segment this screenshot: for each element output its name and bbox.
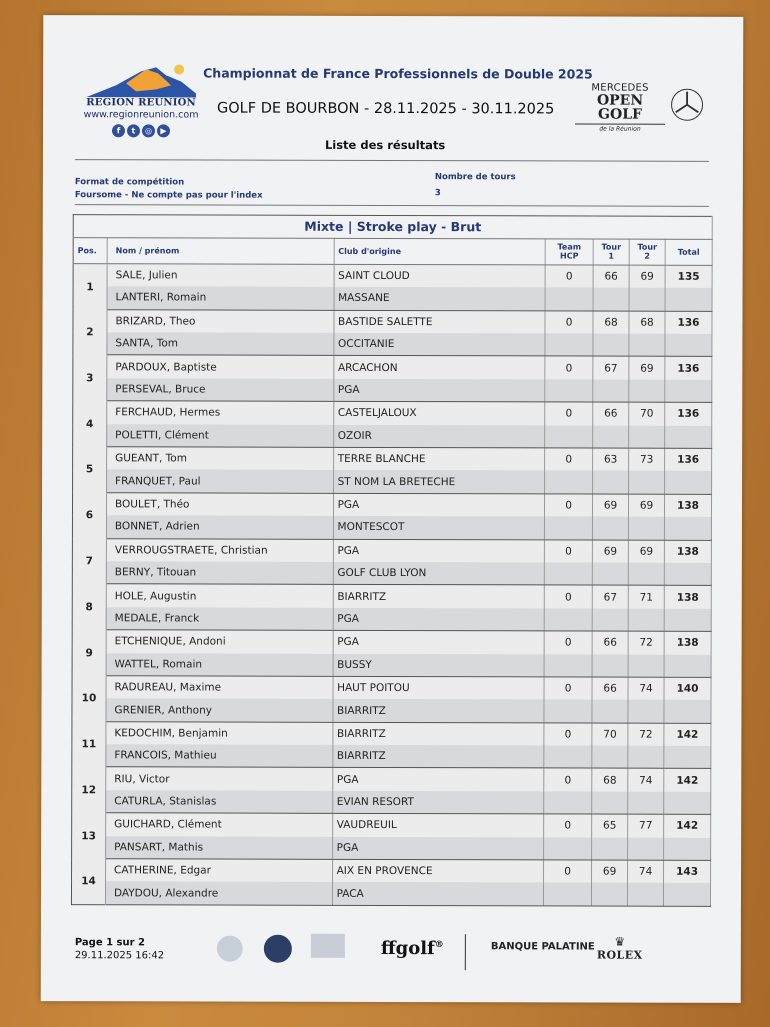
total-score: 138: [664, 494, 711, 517]
team-position: 4: [73, 401, 107, 447]
total-score: 136: [665, 402, 712, 425]
empty-cell: [544, 791, 592, 814]
player1-name: CATHERINE, Edgar: [105, 859, 332, 882]
team-hcp: 0: [544, 860, 592, 883]
team-row: [72, 721, 711, 746]
total-score: 138: [664, 586, 711, 609]
col-round2: Tour 2: [629, 239, 665, 265]
total-score: 142: [664, 814, 711, 837]
player1-club: HAUT POITOU: [333, 676, 545, 699]
page-number: Page 1 sur 2: [74, 937, 146, 949]
round2-score: 72: [628, 631, 664, 654]
player2-name: DAYDOU, Alexandre: [105, 882, 332, 905]
empty-cell: [664, 517, 711, 540]
team-position: 5: [73, 447, 107, 493]
team-hcp: 0: [544, 585, 592, 608]
team-row-partner: [73, 286, 712, 311]
player1-club: PGA: [333, 630, 545, 653]
round2-score: 69: [629, 494, 665, 517]
format-value: Foursome - Ne compte pas pour l'index: [74, 190, 263, 201]
round2-score: 70: [629, 402, 665, 425]
rolex-text: ROLEX: [596, 948, 643, 962]
player1-club: PGA: [333, 539, 545, 562]
team-row: [73, 309, 712, 334]
player1-name: KEDOCHIM, Benjamin: [106, 721, 333, 744]
divider-top: [75, 159, 709, 162]
team-row: [73, 401, 712, 426]
team-row-partner: [72, 653, 711, 678]
player1-club: TERRE BLANCHE: [333, 447, 545, 470]
round2-score: 72: [628, 723, 664, 746]
team-row: [72, 492, 711, 517]
team-row-partner: [72, 607, 711, 632]
mountain-icon: [86, 63, 196, 97]
rolex-logo: [597, 935, 643, 962]
player1-club: BASTIDE SALETTE: [334, 310, 546, 333]
team-row: [72, 630, 711, 655]
round2-score: 71: [628, 585, 664, 608]
player1-name: FERCHAUD, Hermes: [107, 401, 334, 424]
round2-score: 74: [628, 677, 664, 700]
player2-club: PGA: [333, 608, 545, 631]
player2-name: FRANCOIS, Mathieu: [106, 744, 333, 767]
team-row: [72, 538, 711, 563]
empty-cell: [628, 883, 664, 906]
ffgolf-text: ffgolf: [380, 937, 435, 960]
empty-cell: [664, 563, 711, 586]
total-score: 142: [664, 723, 711, 746]
mercedes-open-golf-logo: [575, 82, 665, 132]
player2-club: PACA: [332, 882, 544, 905]
player2-name: FRANQUET, Paul: [107, 470, 334, 493]
empty-cell: [629, 288, 665, 311]
player2-name: WATTEL, Romain: [106, 653, 333, 676]
total-score: 140: [664, 677, 711, 700]
empty-cell: [665, 471, 712, 494]
team-row: [72, 767, 711, 792]
empty-cell: [665, 334, 712, 357]
player1-name: VERROUGSTRAETE, Christian: [106, 538, 333, 561]
round1-score: 68: [593, 311, 629, 334]
player2-name: PERSEVAL, Bruce: [107, 378, 334, 401]
player1-club: ARCACHON: [333, 356, 545, 379]
championship-title: Championnat de France Professionnels de Double 2025: [203, 65, 593, 82]
empty-cell: [545, 288, 593, 311]
team-position: 9: [72, 630, 106, 676]
player2-club: GOLF CLUB LYON: [333, 562, 545, 585]
region-url: www.regionreunion.com: [83, 109, 199, 121]
total-score: 138: [664, 540, 711, 563]
team-row: [72, 584, 711, 609]
results-table: [71, 214, 713, 907]
empty-cell: [592, 700, 628, 723]
empty-cell: [629, 425, 665, 448]
empty-cell: [545, 425, 593, 448]
total-score: 142: [664, 769, 711, 792]
golf-bourbon-logo: [217, 936, 243, 962]
team-row-partner: [71, 882, 710, 907]
empty-cell: [665, 380, 712, 403]
round2-score: 74: [628, 860, 664, 883]
team-position: 13: [72, 813, 106, 859]
team-hcp: 0: [545, 356, 593, 379]
empty-cell: [665, 288, 712, 311]
team-hcp: 0: [544, 631, 592, 654]
round1-score: 67: [593, 356, 629, 379]
format-label: Format de compétition: [74, 177, 185, 188]
empty-cell: [544, 883, 592, 906]
team-hcp: 0: [544, 723, 592, 746]
player1-club: CASTELJALOUX: [333, 402, 545, 425]
round1-score: 66: [593, 402, 629, 425]
col-team-hcp: Team HCP: [545, 239, 593, 265]
empty-cell: [593, 379, 629, 402]
player1-name: ETCHENIQUE, Andoni: [106, 630, 333, 653]
player2-name: LANTERI, Romain: [107, 287, 334, 310]
empty-cell: [628, 700, 664, 723]
empty-cell: [593, 471, 629, 494]
player1-club: PGA: [332, 768, 544, 791]
round2-score: 69: [628, 540, 664, 563]
player1-name: HOLE, Augustin: [106, 584, 333, 607]
player2-name: BONNET, Adrien: [106, 515, 333, 538]
team-position: 2: [73, 309, 107, 355]
empty-cell: [545, 379, 593, 402]
empty-cell: [592, 746, 628, 769]
empty-cell: [628, 608, 664, 631]
empty-cell: [629, 334, 665, 357]
player2-name: POLETTI, Clément: [107, 424, 334, 447]
team-position: 8: [72, 584, 106, 630]
player2-club: MONTESCOT: [333, 516, 545, 539]
category-title: Mixte | Stroke play - Brut: [73, 215, 712, 240]
empty-cell: [664, 746, 711, 769]
team-row: [72, 813, 711, 838]
player2-club: OCCITANIE: [333, 333, 545, 356]
sponsor-line2: OPEN GOLF: [596, 92, 644, 123]
empty-cell: [592, 654, 628, 677]
player1-name: GUEANT, Tom: [107, 447, 334, 470]
player2-name: BERNY, Titouan: [106, 561, 333, 584]
round1-score: 70: [592, 723, 628, 746]
empty-cell: [544, 700, 592, 723]
empty-cell: [628, 517, 664, 540]
team-row-partner: [72, 698, 711, 723]
round1-score: 69: [592, 540, 628, 563]
empty-cell: [544, 608, 592, 631]
round1-score: 63: [593, 448, 629, 471]
team-hcp: 0: [544, 768, 592, 791]
empty-cell: [593, 334, 629, 357]
player1-name: SALE, Julien: [107, 264, 334, 287]
player2-name: MEDALE, Franck: [106, 607, 333, 630]
empty-cell: [544, 654, 592, 677]
sponsor-line3: de la Réunion: [575, 123, 665, 132]
player1-name: BRIZARD, Theo: [107, 309, 334, 332]
round1-score: 66: [592, 631, 628, 654]
round2-score: 69: [629, 265, 665, 288]
player2-name: CATURLA, Stanislas: [106, 790, 333, 813]
team-hcp: 0: [545, 539, 593, 562]
player1-club: BIARRITZ: [332, 722, 544, 745]
empty-cell: [545, 517, 593, 540]
player2-club: PGA: [333, 379, 545, 402]
team-position: 1: [73, 264, 107, 310]
player1-name: RIU, Victor: [106, 767, 333, 790]
team-hcp: 0: [545, 311, 593, 334]
mercedes-star-icon: [671, 89, 703, 121]
player2-club: PGA: [332, 837, 544, 860]
crown-icon: ♛: [614, 934, 626, 949]
empty-cell: [544, 562, 592, 585]
instagram-icon: ◎: [142, 124, 155, 137]
player2-club: BIARRITZ: [333, 699, 545, 722]
empty-cell: [592, 608, 628, 631]
team-row: [72, 676, 711, 701]
banque-palatine-logo: BANQUE PALATINE: [490, 941, 595, 953]
results-body: [71, 264, 712, 907]
empty-cell: [628, 746, 664, 769]
round1-score: 65: [592, 814, 628, 837]
total-score: 136: [665, 448, 712, 471]
social-icons: [81, 124, 201, 137]
total-score: 143: [664, 860, 711, 883]
round2-score: 74: [628, 769, 664, 792]
empty-cell: [592, 883, 628, 906]
empty-cell: [545, 333, 593, 356]
round1-score: 66: [592, 677, 628, 700]
divider-meta: [75, 204, 709, 207]
team-position: 7: [72, 538, 106, 584]
rounds-value: 3: [434, 188, 441, 199]
pga-logo: [264, 935, 292, 963]
video-icon: ▶: [157, 124, 170, 137]
col-pos: Pos.: [73, 238, 107, 264]
team-row: [73, 355, 712, 380]
empty-cell: [664, 700, 711, 723]
round1-score: 69: [592, 860, 628, 883]
round2-score: 68: [629, 311, 665, 334]
empty-cell: [592, 791, 628, 814]
team-position: 6: [72, 492, 106, 538]
empty-cell: [592, 837, 628, 860]
team-row-partner: [72, 790, 711, 815]
total-score: 136: [665, 311, 712, 334]
team-row-partner: [73, 424, 712, 449]
player1-club: AIX EN PROVENCE: [332, 859, 544, 882]
player2-name: GRENIER, Anthony: [106, 699, 333, 722]
team-row-partner: [72, 561, 711, 586]
empty-cell: [592, 562, 628, 585]
player2-club: BIARRITZ: [332, 745, 544, 768]
empty-cell: [664, 792, 711, 815]
team-hcp: 0: [544, 677, 592, 700]
team-position: 12: [72, 767, 106, 813]
round1-score: 67: [592, 585, 628, 608]
player2-club: MASSANE: [334, 287, 546, 310]
round1-score: 69: [593, 494, 629, 517]
team-row-partner: [73, 470, 712, 495]
player2-club: EVIAN RESORT: [332, 791, 544, 814]
player2-club: OZOIR: [333, 424, 545, 447]
player1-name: RADUREAU, Maxime: [106, 676, 333, 699]
team-position: 11: [72, 721, 106, 767]
empty-cell: [664, 837, 711, 860]
empty-cell: [664, 654, 711, 677]
round2-score: 69: [629, 357, 665, 380]
player2-name: PANSART, Mathis: [106, 836, 333, 859]
footer-divider: [465, 934, 466, 970]
player1-name: PARDOUX, Baptiste: [107, 355, 334, 378]
empty-cell: [664, 608, 711, 631]
ffgolf-logo: ffgolf®: [380, 937, 444, 960]
empty-cell: [545, 471, 593, 494]
team-row-partner: [72, 744, 711, 769]
empty-cell: [628, 563, 664, 586]
empty-cell: [629, 471, 665, 494]
empty-cell: [593, 288, 629, 311]
team-row: [73, 447, 712, 472]
empty-cell: [665, 425, 712, 448]
team-row-partner: [73, 332, 712, 357]
results-sheet: [41, 15, 744, 1003]
empty-cell: [628, 837, 664, 860]
player1-club: SAINT CLOUD: [334, 264, 546, 287]
empty-cell: [544, 837, 592, 860]
total-score: 135: [665, 265, 712, 288]
col-total: Total: [665, 239, 712, 265]
team-hcp: 0: [545, 265, 593, 288]
golf-club-logo: [311, 934, 345, 958]
team-hcp: 0: [545, 494, 593, 517]
sponsor-line1: MERCEDES: [591, 82, 649, 94]
player2-name: SANTA, Tom: [107, 332, 334, 355]
facebook-icon: f: [112, 124, 125, 137]
round1-score: 68: [592, 769, 628, 792]
team-hcp: 0: [545, 402, 593, 425]
total-score: 136: [665, 357, 712, 380]
empty-cell: [544, 745, 592, 768]
empty-cell: [628, 654, 664, 677]
empty-cell: [592, 517, 628, 540]
team-hcp: 0: [545, 448, 593, 471]
team-position: 14: [71, 859, 105, 905]
player1-name: BOULET, Théo: [106, 493, 333, 516]
team-row: [73, 264, 712, 289]
player1-club: VAUDREUIL: [332, 814, 544, 837]
region-name: REGION REUNION: [86, 97, 196, 109]
team-row-partner: [72, 515, 711, 540]
empty-cell: [629, 379, 665, 402]
player1-name: GUICHARD, Clément: [106, 813, 333, 836]
col-club: Club d'origine: [334, 238, 546, 265]
team-position: 3: [73, 355, 107, 401]
venue-dates: GOLF DE BOURBON - 28.11.2025 - 30.11.2025: [217, 100, 555, 118]
round1-score: 66: [593, 265, 629, 288]
team-hcp: 0: [544, 814, 592, 837]
team-row: [72, 859, 711, 884]
round2-score: 73: [629, 448, 665, 471]
print-datetime: 29.11.2025 16:42: [74, 950, 165, 962]
player1-club: PGA: [333, 493, 545, 516]
col-name: Nom / prénom: [107, 238, 334, 265]
empty-cell: [663, 883, 710, 906]
empty-cell: [593, 425, 629, 448]
col-round1: Tour 1: [593, 239, 629, 265]
list-title: Liste des résultats: [324, 137, 446, 153]
team-row-partner: [72, 836, 711, 861]
region-reunion-logo: [81, 63, 201, 137]
rounds-label: Nombre de tours: [434, 172, 516, 183]
player2-club: BUSSY: [333, 653, 545, 676]
player1-club: BIARRITZ: [333, 585, 545, 608]
team-position: 10: [72, 676, 106, 722]
team-row-partner: [73, 378, 712, 403]
round2-score: 77: [628, 814, 664, 837]
twitter-icon: t: [127, 124, 140, 137]
empty-cell: [628, 791, 664, 814]
total-score: 138: [664, 631, 711, 654]
player2-club: ST NOM LA BRETECHE: [333, 470, 545, 493]
